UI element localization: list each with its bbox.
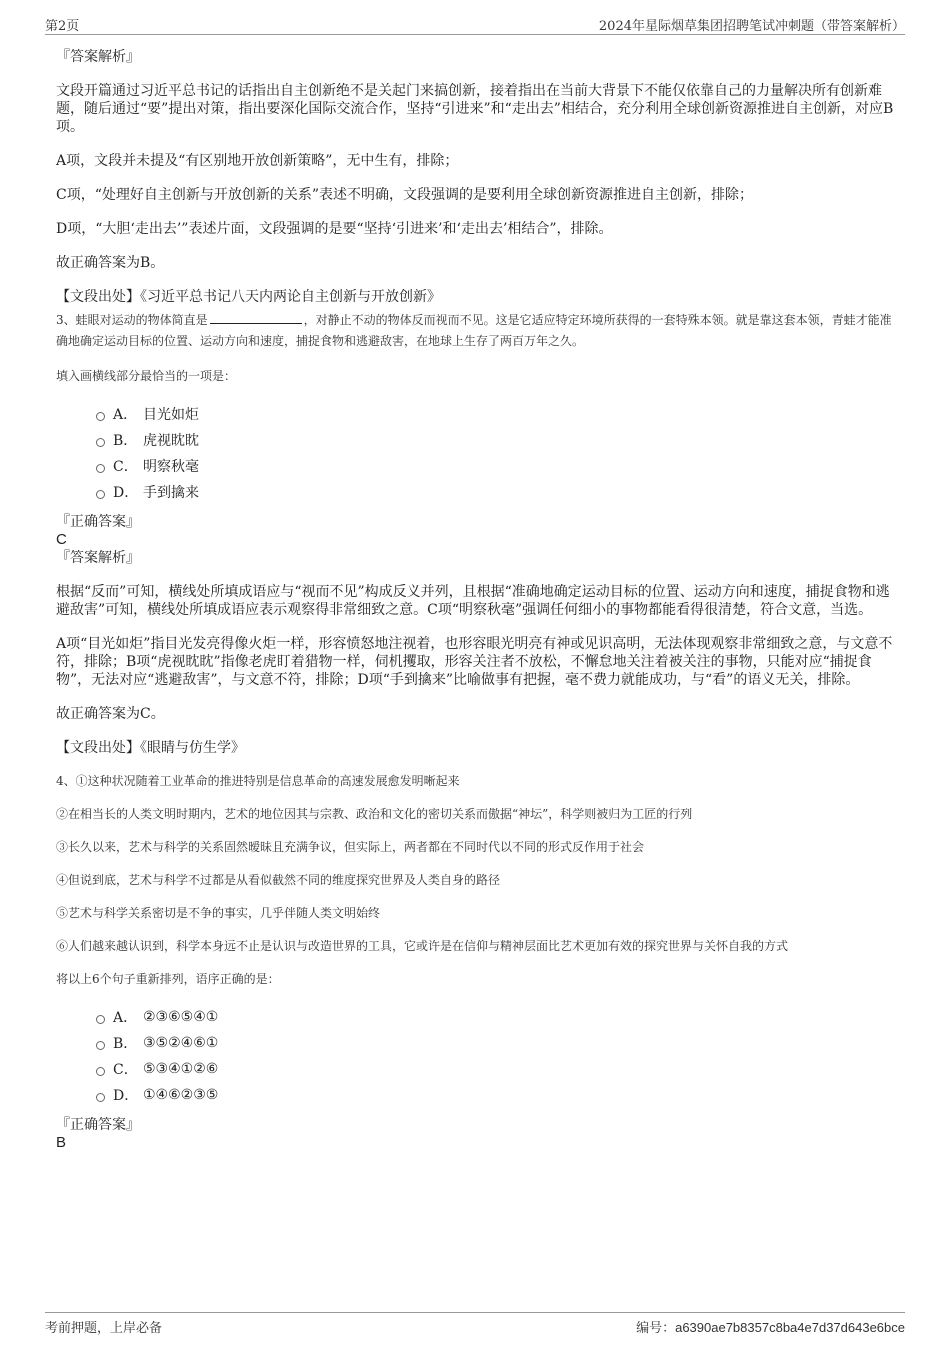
document-code <box>636 1317 905 1336</box>
page-header <box>45 14 905 35</box>
radio-button[interactable] <box>96 1015 105 1024</box>
analysis-conclusion: 故正确答案为C。 <box>56 706 165 722</box>
option-text: ①④⑥②③⑤ <box>143 1087 219 1103</box>
answer-label: 『正确答案』 <box>56 514 140 530</box>
source-citation: 【文段出处】《习近平总书记八天内两论自主创新与开放创新》 <box>56 289 441 305</box>
option-letter: A． <box>113 1010 138 1026</box>
option-a[interactable] <box>96 1004 900 1030</box>
option-c[interactable] <box>96 1056 900 1082</box>
option-letter: B． <box>113 433 138 449</box>
question-4-sentence-4: ④但说到底，艺术与科学不过都是从看似截然不同的维度探究世界及人类自身的路径 <box>56 873 501 887</box>
option-d[interactable] <box>96 1082 900 1108</box>
radio-button[interactable] <box>96 412 105 421</box>
question-4-sentence-3: ③长久以来，艺术与科学的关系固然暧昧且充满争议，但实际上，两者都在不同时代以不同的形式反作用于社会 <box>56 840 645 854</box>
option-text: ②③⑥⑤④① <box>143 1009 219 1025</box>
radio-button[interactable] <box>96 464 105 473</box>
question-3-prompt: 填入画横线部分最恰当的一项是： <box>56 369 237 383</box>
radio-button[interactable] <box>96 1067 105 1076</box>
option-text: ⑤③④①②⑥ <box>143 1061 219 1077</box>
question-4-sentence-1: 4、①这种状况随着工业革命的推进特别是信息革命的高速发展愈发明晰起来 <box>56 774 460 788</box>
analysis-label: 『答案解析』 <box>56 550 140 566</box>
option-text: 目光如炬 <box>143 407 199 423</box>
answer-value: B <box>56 1134 67 1151</box>
option-d[interactable] <box>96 479 900 505</box>
option-text: 明察秋毫 <box>143 459 199 475</box>
answer-value: C <box>56 531 67 548</box>
document-title: 2024年星际烟草集团招聘笔试冲刺题（带答案解析） <box>598 19 905 34</box>
question-4-options <box>96 1004 900 1108</box>
question-3-stem-start: 3、蛙眼对运动的物体简直是 <box>56 313 208 327</box>
analysis-paragraph: 根据“反而”可知，横线处所填成语应与“视而不见”构成反义并列，且根据“准确地确定运动目标的位置、运动方向和速度，捕捉食物和逃避敌害”可知，横线处所填成语应表示观察得非常细致之意。C项“明察秋毫”强调任何细小的事物都能看得很清楚，符合文意，当选。 <box>56 584 890 618</box>
analysis-paragraph: 文段开篇通过习近平总书记的话指出自主创新绝不是关起门来搞创新，接着指出在当前大背景下不能仅依靠自己的力量解决所有创新难题，随后通过“要”提出对策，指出要深化国际交流合作，坚持“引进来”和“走出去”相结合，充分利用全球创新资源推进自主创新，对应B项。 <box>56 83 894 135</box>
option-letter: C． <box>113 459 138 475</box>
option-letter: D． <box>113 485 139 501</box>
source-citation: 【文段出处】《眼睛与仿生学》 <box>56 740 245 756</box>
analysis-option-c: C项，“处理好自主创新与开放创新的关系”表述不明确，文段强调的是要利用全球创新资源推进自主创新，排除； <box>56 187 754 203</box>
analysis-label: 『答案解析』 <box>56 49 140 65</box>
question-4-sentence-6: ⑥人们越来越认识到，科学本身远不止是认识与改造世界的工具，它或许是在信仰与精神层面比艺术更加有效的探究世界与关怀自我的方式 <box>56 939 789 953</box>
analysis-conclusion: 故正确答案为B。 <box>56 255 165 271</box>
option-b[interactable] <box>96 427 900 453</box>
question-3-options <box>96 401 900 505</box>
option-a[interactable] <box>96 401 900 427</box>
option-b[interactable] <box>96 1030 900 1056</box>
question-3-stem-end: ，对静止不动的物体反而视而不见。这是它适应特定环境所获得的一套特殊本领。就是靠这套本领，青蛙才能准确地确定运动目标的位置、运动方向和速度，捕捉食物和逃避敌害，在地球上生存了两百万年之久。 <box>56 313 892 348</box>
page-number: 第2页 <box>45 19 80 34</box>
footer-slogan: 考前押题，上岸必备 <box>45 1321 163 1336</box>
option-letter: A． <box>113 407 138 423</box>
option-letter: C． <box>113 1062 138 1078</box>
question-4-sentence-2: ②在相当长的人类文明时期内，艺术的地位因其与宗教、政治和文化的密切关系而傲据“神坛”，科学则被归为工匠的行列 <box>56 807 693 821</box>
radio-button[interactable] <box>96 438 105 447</box>
option-text: ③⑤②④⑥① <box>143 1035 219 1051</box>
option-letter: D． <box>113 1088 139 1104</box>
radio-button[interactable] <box>96 1093 105 1102</box>
radio-button[interactable] <box>96 490 105 499</box>
radio-button[interactable] <box>96 1041 105 1050</box>
answer-label: 『正确答案』 <box>56 1117 140 1133</box>
blank-line <box>210 311 302 324</box>
question-4-sentence-5: ⑤艺术与科学关系密切是不争的事实，几乎伴随人类文明始终 <box>56 906 381 920</box>
analysis-option-d: D项，“大胆‘走出去’”表述片面，文段强调的是要“坚持‘引进来’和‘走出去’相结合”，排除。 <box>56 221 613 237</box>
analysis-paragraph: A项“目光如炬”指目光发亮得像火炬一样，形容愤怒地注视着，也形容眼光明亮有神或见识高明，无法体现观察非常细致之意，与文意不符，排除；B项“虎视眈眈”指像老虎盯着猎物一样，伺机攫取，形容关注者不放松，不懈怠地关注着被关注的事物，只能对应“捕捉食物”，无法对应“逃避敌害”，与文意不符，排除；D项“手到擒来”比喻做事有把握，毫不费力就能成功，与“看”的语义无关，排除。 <box>56 636 893 688</box>
document-code-label: 编号： <box>636 1321 676 1336</box>
analysis-option-a: A项，文段并未提及“有区别地开放创新策略”，无中生有，排除； <box>56 153 459 169</box>
page-content <box>56 44 900 1152</box>
question-3-stem <box>56 310 900 352</box>
document-code-value: a6390ae7b8357c8ba4e7d37d643e6bce <box>675 1320 905 1335</box>
page-footer <box>45 1312 905 1335</box>
option-text: 虎视眈眈 <box>143 433 199 449</box>
option-letter: B． <box>113 1036 138 1052</box>
question-4-prompt: 将以上6个句子重新排列，语序正确的是： <box>56 972 280 986</box>
option-text: 手到擒来 <box>143 485 199 501</box>
option-c[interactable] <box>96 453 900 479</box>
